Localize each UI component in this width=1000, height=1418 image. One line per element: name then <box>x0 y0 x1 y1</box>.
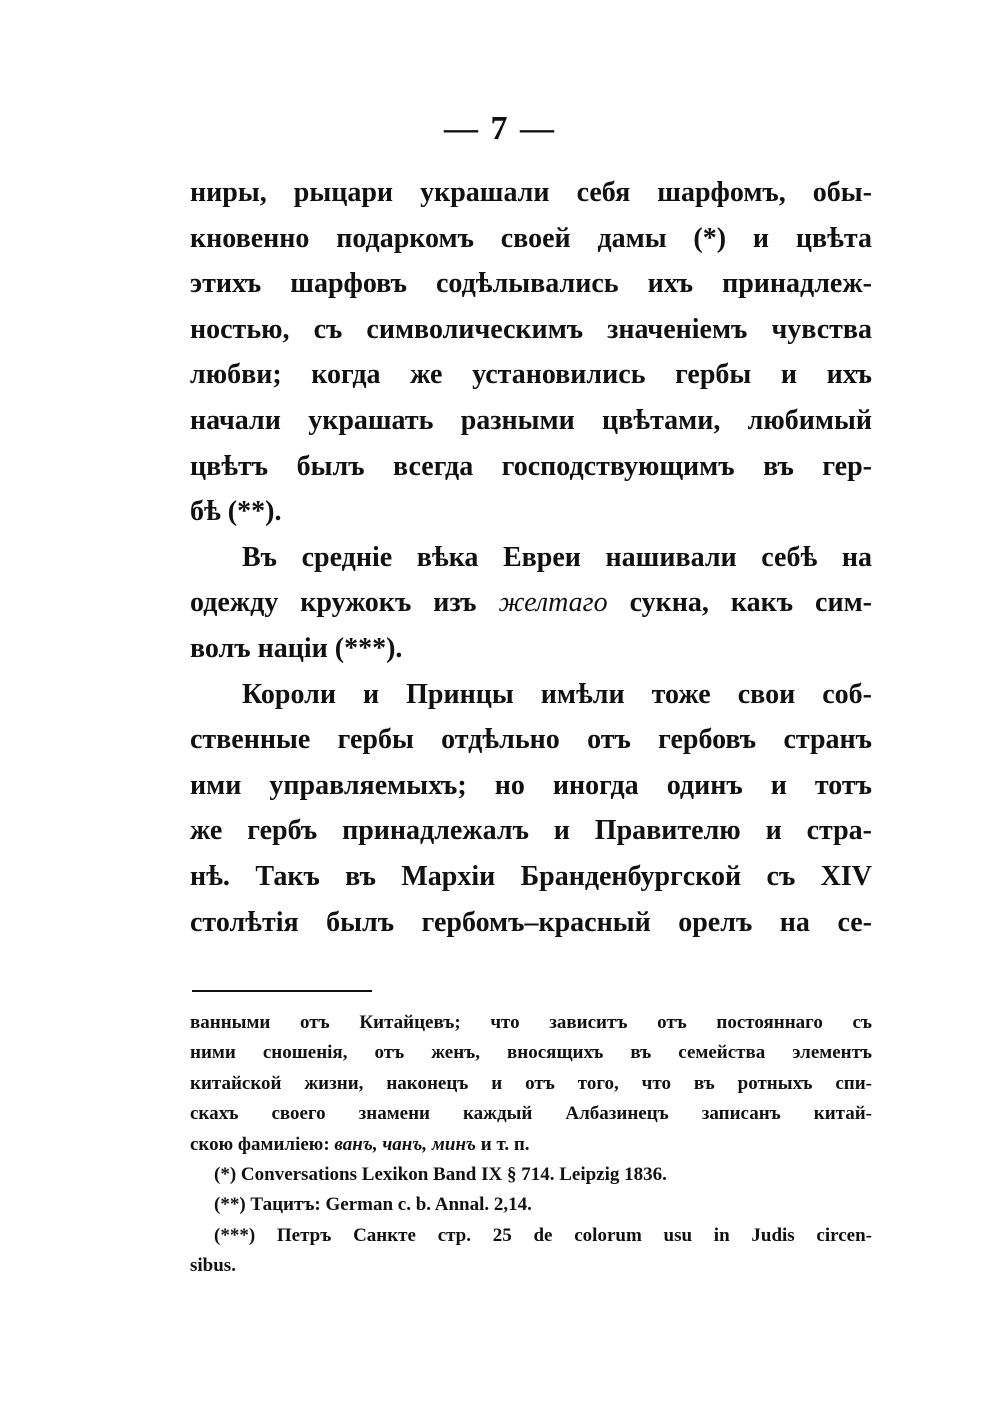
footnote-line: (***) Петръ Санкте стр. 25 de colorum usu in Judis circen- <box>214 1224 872 1246</box>
footnotes <box>190 1008 872 1282</box>
footnote-line <box>190 1130 872 1160</box>
text-line: ственные гербы отдѣльно отъ гербовъ странъ <box>190 724 872 756</box>
text-line: цвѣтъ былъ всегда господствующимъ въ гер- <box>190 450 872 482</box>
text-line: Короли и Принцы имѣли тоже свои соб- <box>242 678 872 710</box>
text-line: кновенно подаркомъ своей дамы (*) и цвѣта <box>190 222 872 254</box>
paragraph-1 <box>190 170 872 535</box>
text-line: ими управляемыхъ; но иногда одинъ и тотъ <box>190 769 872 801</box>
text-line: же гербъ принадлежалъ и Правителю и стра- <box>190 815 872 847</box>
paragraph-3 <box>190 672 872 946</box>
footnote-line: скахъ своего знамени каждый Албазинецъ записанъ китай- <box>190 1103 872 1125</box>
text-line <box>190 580 872 626</box>
text-line: ниры, рыцари украшали себя шарфомъ, обы- <box>190 177 872 208</box>
footnote-1: (*) Conversations Lexikon Band IX § 714. Leipzig 1836. <box>214 1163 667 1185</box>
footnote-line: sibus. <box>190 1255 236 1277</box>
text-line: бѣ (**). <box>190 496 282 528</box>
footnote-divider <box>192 990 372 992</box>
text-segment: скою фамиліею: <box>190 1133 335 1155</box>
footnote-line: ними сношенія, отъ женъ, вносящихъ въ семейства элементъ <box>190 1042 872 1064</box>
text-line: Въ среднiе вѣка Евреи нашивали себѣ на <box>242 541 872 573</box>
text-line: столѣтія былъ гербомъ–красный орелъ на се- <box>190 906 872 938</box>
italic-word: желтаго <box>498 587 608 619</box>
text-segment: одежду кружокъ изъ <box>190 587 499 619</box>
footnote-3 <box>190 1221 872 1282</box>
text-segment: и т. п. <box>476 1133 530 1155</box>
footnote-line: ванными отъ Китайцевъ; что зависитъ отъ постояннаго съ <box>190 1012 872 1033</box>
paragraph-2 <box>190 535 872 672</box>
text-line: волъ націи (***). <box>190 632 403 664</box>
page-number: — 7 — <box>444 110 556 147</box>
footnote-2: (**) Тацитъ: German c. b. Annal. 2,14. <box>214 1194 532 1216</box>
footnote-continuation <box>190 1008 872 1160</box>
text-line: начали украшать разными цвѣтами, любимый <box>190 404 872 436</box>
italic-words: ванъ, чанъ, минъ <box>334 1133 476 1155</box>
footnote-line: китайской жизни, наконецъ и отъ того, что въ ротныхъ спи- <box>190 1072 872 1094</box>
text-line: этихъ шарфовъ содѣлывались ихъ принадлеж- <box>190 268 872 300</box>
text-line: любви; когда же установились гербы и ихъ <box>190 359 872 391</box>
text-segment: сукна, какъ сим- <box>607 587 873 619</box>
text-line: ностью, съ символическимъ значенiемъ чувства <box>190 313 872 345</box>
main-text <box>190 170 872 945</box>
text-line: нѣ. Такъ въ Мархiи Бранденбургской съ XIV <box>190 860 872 892</box>
